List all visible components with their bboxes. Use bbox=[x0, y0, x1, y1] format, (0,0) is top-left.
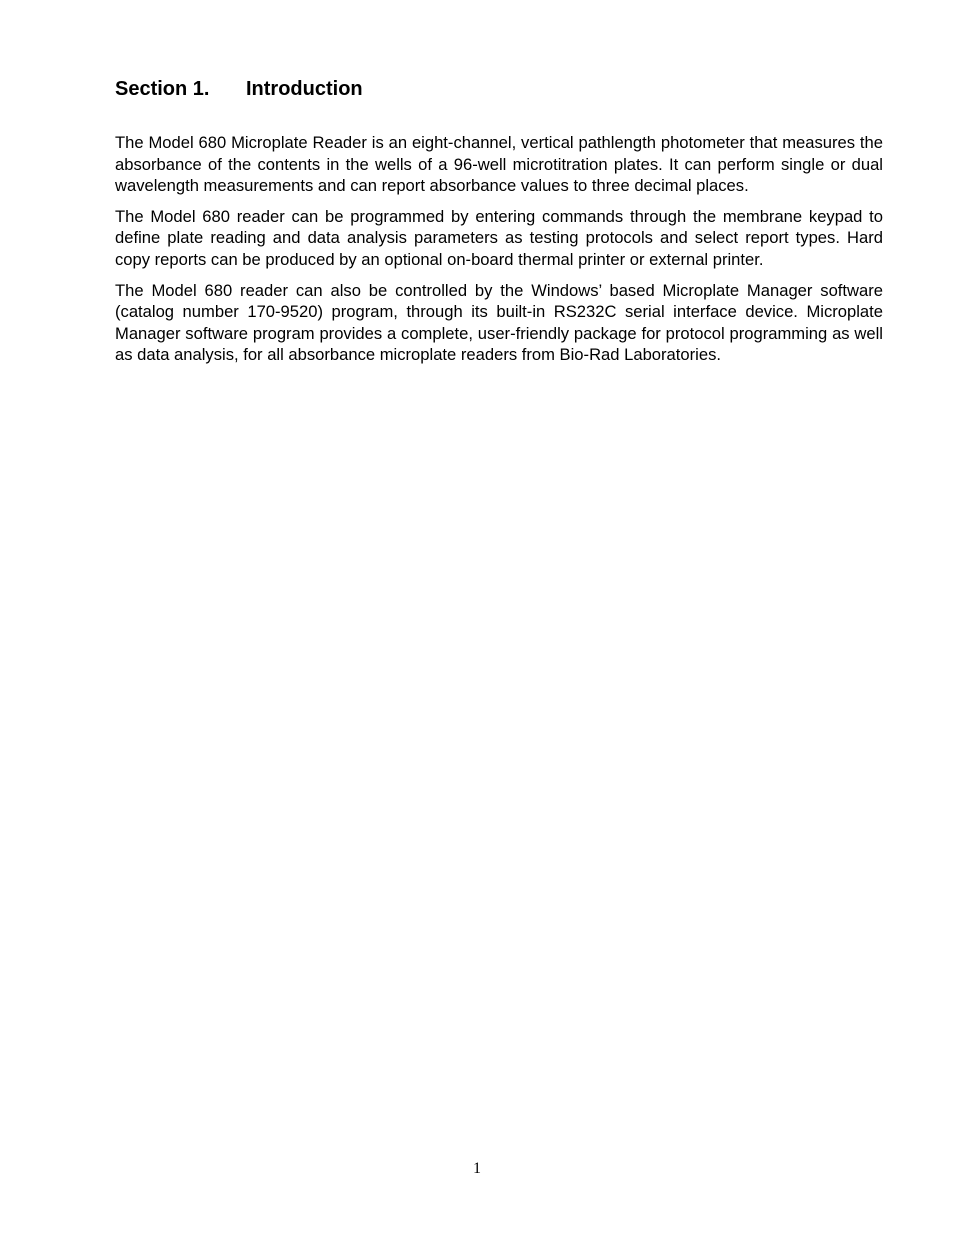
section-title: Introduction bbox=[246, 78, 363, 100]
page-number: 1 bbox=[473, 1160, 481, 1177]
section-heading bbox=[115, 76, 363, 102]
paragraph-intro: The Model 680 Microplate Reader is an eight-channel, vertical pathlength photometer that measures the absorbance of the contents in the wells of a 96-well microtitration plates. It can perform single or dual wavelength measurements and can report absorbance values to three decimal places. bbox=[115, 133, 883, 196]
body-text bbox=[115, 132, 883, 375]
paragraph-programming: The Model 680 reader can be programmed by entering commands through the membrane keypad to define plate reading and data analysis parameters as testing protocols and select report types. Hard copy reports can be produced by an optional on-board thermal printer or external printer. bbox=[115, 206, 883, 269]
section-number: Section 1. bbox=[115, 78, 210, 100]
paragraph-software: The Model 680 reader can also be controlled by the Windows’ based Microplate Manager software (catalog number 170-9520) program, through its built-in RS232C serial interface device. Microplate Manager software program provides a complete, user-friendly package for protocol programming as well as data analysis, for all absorbance microplate readers from Bio-Rad Laboratories. bbox=[115, 280, 883, 365]
